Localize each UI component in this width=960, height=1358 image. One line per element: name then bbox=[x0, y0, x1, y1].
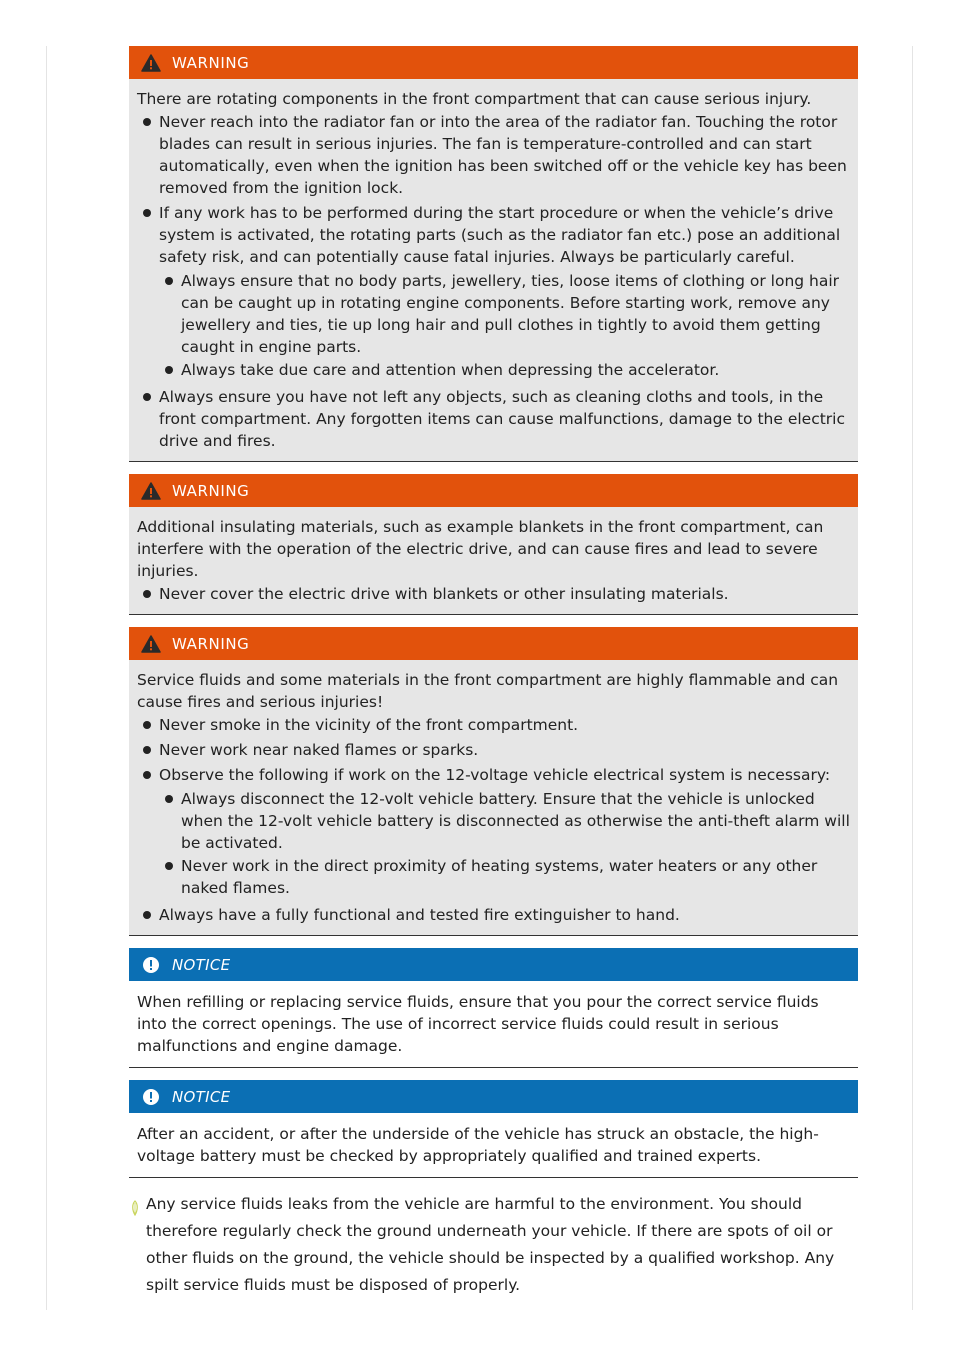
warning-intro: There are rotating components in the front compartment that can cause serious injury. bbox=[137, 90, 812, 108]
notice-body: After an accident, or after the underside of the vehicle has struck an obstacle, the high-voltage battery must be checked by appropriately qualified and trained experts. bbox=[137, 1125, 819, 1165]
warning-list bbox=[137, 714, 850, 899]
warning-header-label: WARNING bbox=[172, 53, 250, 72]
warning-box-flammable-fluids bbox=[129, 627, 858, 936]
list-item: Always have a fully functional and tested fire extinguisher to hand. bbox=[137, 904, 850, 926]
warning-intro: Additional insulating materials, such as example blankets in the front compartment, can interfere with the operation of the electric drive, and can cause fires and lead to severe injuries. bbox=[137, 518, 824, 580]
exclamation-circle-icon bbox=[141, 956, 161, 974]
warning-header-label: WARNING bbox=[172, 634, 250, 653]
sub-list-item: Never work in the direct proximity of heating systems, water heaters or any other naked flames. bbox=[159, 855, 850, 899]
leaf-icon bbox=[131, 1198, 139, 1214]
list-item bbox=[137, 764, 850, 899]
list-item: Never cover the electric drive with blankets or other insulating materials. bbox=[137, 583, 850, 605]
page-left-rule bbox=[46, 46, 47, 1310]
notice-box-high-voltage-battery bbox=[129, 1080, 858, 1178]
warning-intro: Service fluids and some materials in the front compartment are highly flammable and can cause fires and serious injuries! bbox=[137, 671, 839, 711]
sub-list-item: Always take due care and attention when depressing the accelerator. bbox=[159, 359, 850, 381]
environment-note bbox=[129, 1191, 858, 1299]
warning-header bbox=[129, 46, 858, 79]
warning-list bbox=[137, 583, 850, 605]
notice-header bbox=[129, 1080, 858, 1113]
list-item: Never work near naked flames or sparks. bbox=[137, 739, 850, 761]
notice-header bbox=[129, 948, 858, 981]
environment-note-text: Any service fluids leaks from the vehicle are harmful to the environment. You should therefore regularly check the ground underneath your vehicle. If there are spots of oil or other fluids on the ground, the vehicle should be inspected by a qualified workshop. Any spilt service fluids must be disposed of properly. bbox=[146, 1195, 835, 1294]
warning-triangle-icon bbox=[141, 482, 161, 500]
list-item bbox=[137, 202, 850, 381]
warning-box-insulating-materials bbox=[129, 474, 858, 615]
sub-list-item: Always ensure that no body parts, jewellery, ties, loose items of clothing or long hair can be caught up in rotating engine components. Before starting work, remove any jewellery and ties, tie up long hair and pull clothes in tightly to avoid them getting caught in engine parts. bbox=[159, 270, 850, 358]
warning-list-continued bbox=[137, 904, 850, 926]
warning-header bbox=[129, 627, 858, 660]
page-content bbox=[129, 46, 858, 1299]
notice-body: When refilling or replacing service fluids, ensure that you pour the correct service fluids into the correct openings. The use of incorrect service fluids could result in serious malfunctions and engine damage. bbox=[137, 993, 819, 1055]
list-item: Never reach into the radiator fan or into the area of the radiator fan. Touching the rotor blades can result in serious injuries. The fan is temperature-controlled and can start automatically, even when the ignition has been switched off or the vehicle key has been removed from the ignition lock. bbox=[137, 111, 850, 199]
warning-list-continued bbox=[137, 386, 850, 452]
warning-header bbox=[129, 474, 858, 507]
sub-list-item: Always disconnect the 12-volt vehicle battery. Ensure that the vehicle is unlocked when the 12-volt vehicle battery is disconnected as otherwise the anti-theft alarm will be activated. bbox=[159, 788, 850, 854]
warning-list bbox=[137, 111, 850, 381]
warning-sublist bbox=[159, 788, 850, 899]
list-item-text: Observe the following if work on the 12-voltage vehicle electrical system is necessary: bbox=[159, 766, 831, 784]
warning-box-rotating-components bbox=[129, 46, 858, 462]
warning-triangle-icon bbox=[141, 635, 161, 653]
warning-triangle-icon bbox=[141, 54, 161, 72]
notice-header-label: NOTICE bbox=[172, 1087, 231, 1106]
page-right-rule bbox=[912, 46, 913, 1310]
list-item: Always ensure you have not left any objects, such as cleaning cloths and tools, in the front compartment. Any forgotten items can cause malfunctions, damage to the electric drive and fires. bbox=[137, 386, 850, 452]
notice-box-service-fluids bbox=[129, 948, 858, 1068]
list-item: Never smoke in the vicinity of the front compartment. bbox=[137, 714, 850, 736]
warning-sublist bbox=[159, 270, 850, 381]
exclamation-circle-icon bbox=[141, 1088, 161, 1106]
notice-header-label: NOTICE bbox=[172, 955, 231, 974]
list-item-text: If any work has to be performed during the start procedure or when the vehicle’s drive system is activated, the rotating parts (such as the radiator fan etc.) pose an additional safety risk, and can potentially cause fatal injuries. Always be particularly careful. bbox=[159, 204, 841, 266]
warning-header-label: WARNING bbox=[172, 481, 250, 500]
